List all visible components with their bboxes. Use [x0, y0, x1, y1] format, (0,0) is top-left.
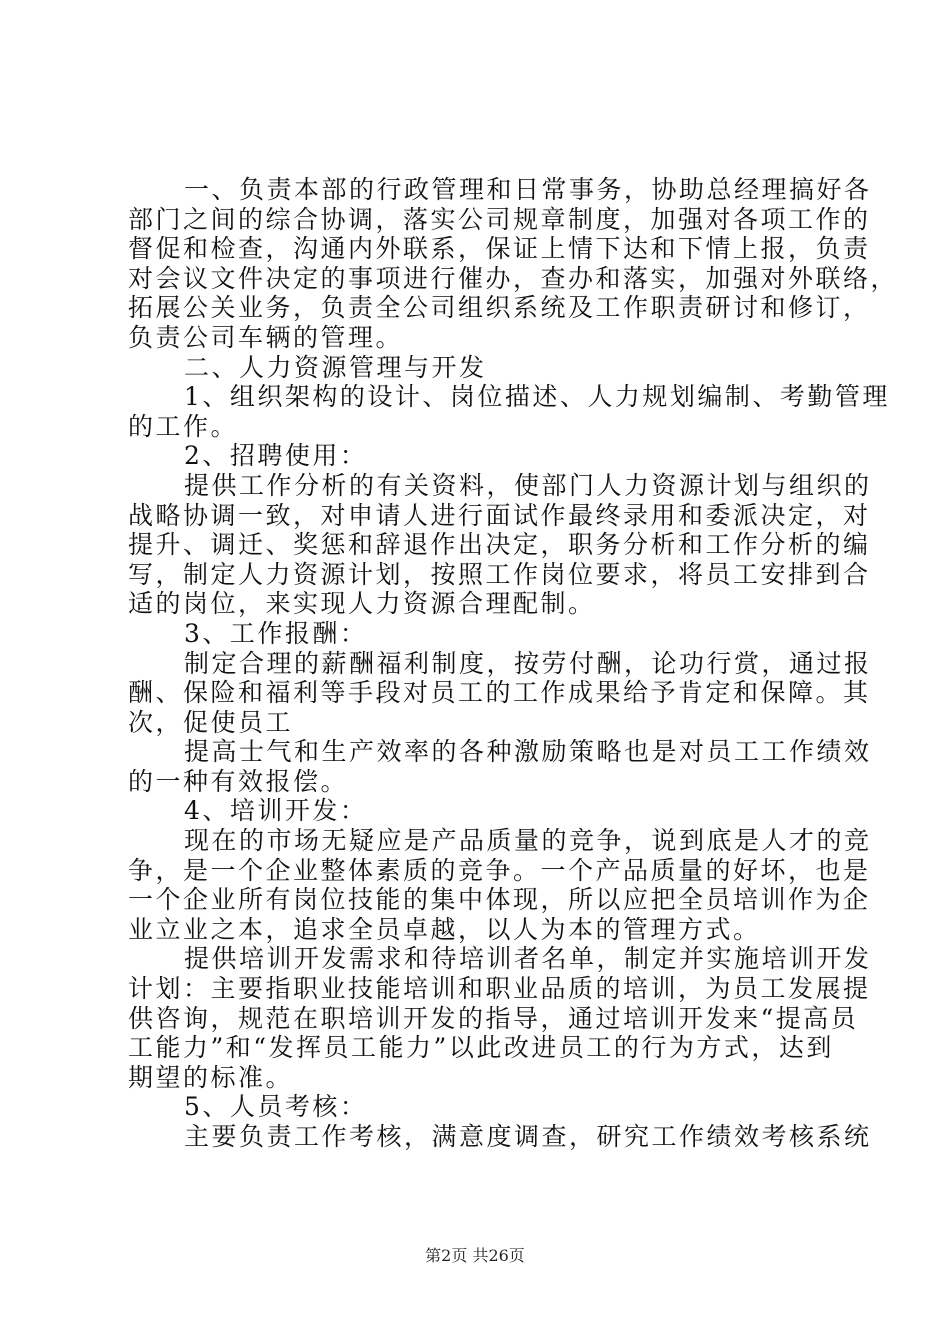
text-line: 适的岗位，来实现人力资源合理配制。 [128, 589, 596, 619]
text-line: 次，促使员工 [128, 707, 294, 737]
text-line: 供咨询，规范在职培训开发的指导，通过培训开发来“提高员 [128, 1003, 859, 1033]
text-line: 2、招聘使用： [184, 441, 368, 471]
text-line: 现在的市场无疑应是产品质量的竞争，说到底是人才的竞 [184, 826, 872, 856]
paragraph [128, 944, 872, 1092]
paragraph [128, 382, 890, 441]
text-line: 部门之间的综合协调，落实公司规章制度，加强对各项工作的 [128, 204, 871, 234]
text-line: 计划：主要指职业技能培训和职业品质的培训，为员工发展提 [128, 974, 871, 1004]
paragraph [128, 1092, 848, 1122]
text-line: 期望的标准。 [128, 1062, 294, 1092]
document-body [128, 175, 899, 1152]
text-line: 制定合理的薪酬福利制度，按劳付酬，论功行赏，通过报 [184, 648, 872, 678]
paragraph [128, 1122, 872, 1152]
text-line: 的工作。 [128, 411, 239, 441]
text-line: 5、人员考核： [184, 1092, 368, 1122]
paragraph [128, 737, 872, 796]
paragraph [128, 826, 872, 944]
text-line: 二、人力资源管理与开发 [184, 352, 487, 382]
text-line: 战略协调一致，对申请人进行面试作最终录用和委派决定，对 [128, 500, 871, 530]
text-line: 4、培训开发： [184, 796, 368, 826]
text-line: 提升、调迁、奖惩和辞退作出决定，职务分析和工作分析的编 [128, 530, 871, 560]
text-line: 督促和检查，沟通内外联系，保证上情下达和下情上报，负责 [128, 234, 871, 264]
text-line: 写，制定人力资源计划，按照工作岗位要求，将员工安排到合 [128, 559, 871, 589]
text-line: 1、组织架构的设计、岗位描述、人力规划编制、考勤管理 [184, 382, 890, 412]
text-line: 主要负责工作考核，满意度调查，研究工作绩效考核系统 [184, 1122, 872, 1151]
paragraph [128, 796, 848, 826]
text-line: 一个企业所有岗位技能的集中体现，所以应把全员培训作为企 [128, 885, 871, 915]
text-line: 酬、保险和福利等手段对员工的工作成果给予肯定和保障。其 [128, 678, 871, 708]
paragraph [128, 175, 899, 353]
text-line: 提供培训开发需求和待培训者名单，制定并实施培训开发 [184, 944, 872, 974]
text-line: 拓展公关业务，负责全公司组织系统及工作职责研讨和修订， [128, 293, 871, 323]
text-line: 争，是一个企业整体素质的竞争。一个产品质量的好坏，也是 [128, 855, 871, 885]
paragraph [128, 441, 848, 471]
text-line: 一、负责本部的行政管理和日常事务，协助总经理搞好各 [184, 175, 872, 204]
text-line: 提供工作分析的有关资料，使部门人力资源计划与组织的 [184, 470, 872, 500]
page-number: 第2页 共26页 [425, 1246, 525, 1265]
text-line: 的一种有效报偿。 [128, 766, 349, 796]
text-line: 负责公司车辆的管理。 [128, 322, 404, 352]
paragraph [128, 353, 848, 383]
text-line: 业立业之本，追求全员卓越，以人为本的管理方式。 [128, 914, 761, 944]
paragraph [128, 619, 848, 649]
text-line: 提高士气和生产效率的各种激励策略也是对员工工作绩效 [184, 737, 872, 767]
text-line: 工能力”和“发挥员工能力”以此改进员工的行为方式，达到 [128, 1033, 834, 1063]
paragraph [128, 470, 872, 619]
paragraph [128, 648, 872, 738]
text-line: 3、工作报酬： [184, 618, 368, 648]
text-line: 对会议文件决定的事项进行催办，查办和落实，加强对外联络， [128, 263, 899, 293]
